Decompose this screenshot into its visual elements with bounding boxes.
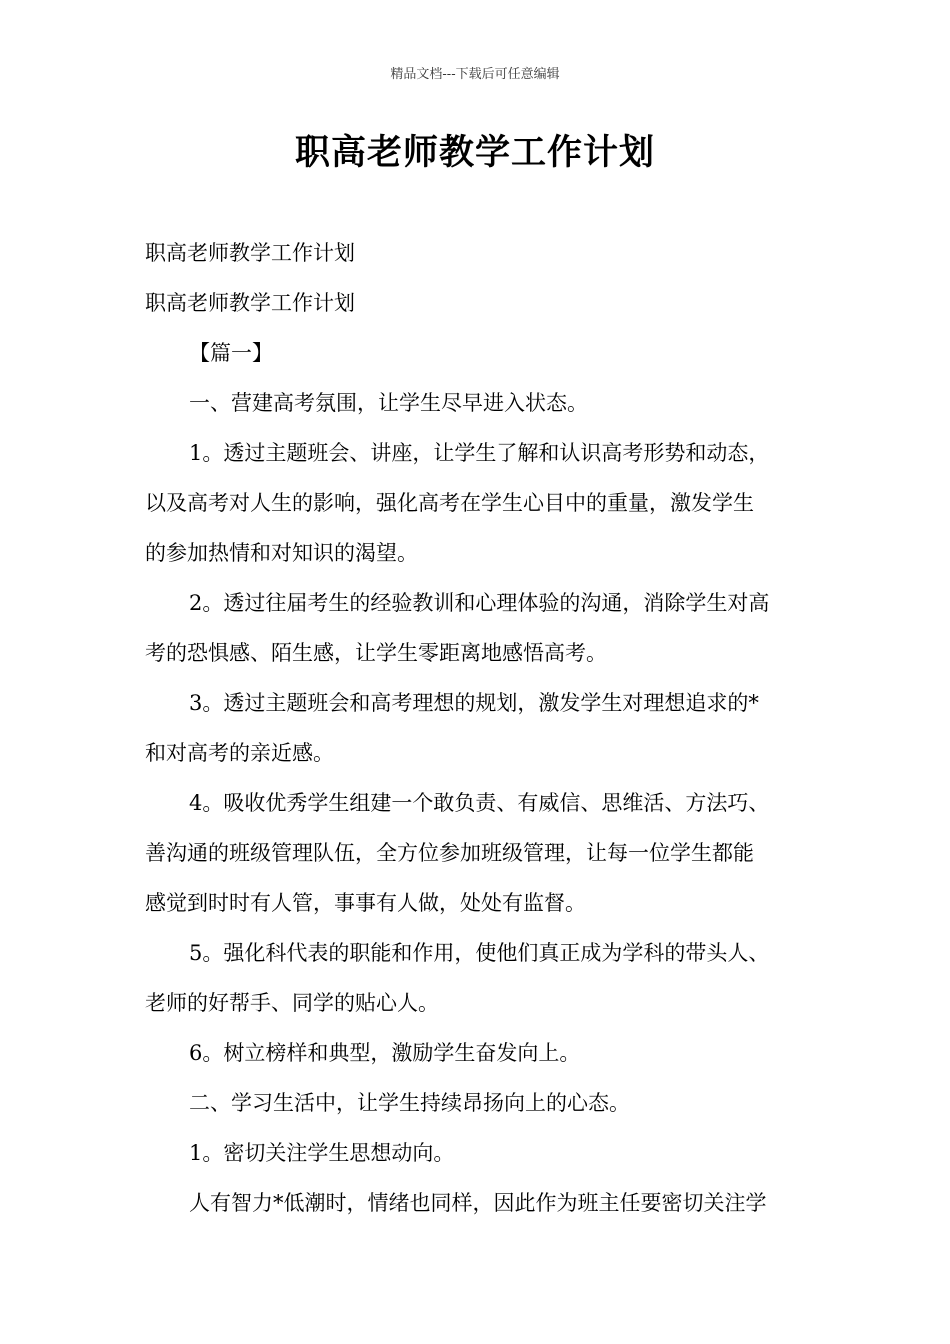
section-heading: 一、营建高考氛围，让学生尽早进入状态。 bbox=[189, 391, 588, 415]
paragraph-line: 善沟通的班级管理队伍，全方位参加班级管理，让每一位学生都能 bbox=[145, 841, 754, 865]
paragraph-line: 5。强化科代表的职能和作用，使他们真正成为学科的带头人、 bbox=[189, 941, 770, 965]
paragraph-line: 感觉到时时有人管，事事有人做，处处有监督。 bbox=[145, 891, 586, 915]
paragraph-line: 职高老师教学工作计划 bbox=[145, 241, 355, 265]
header-note: 精品文档---下载后可任意编辑 bbox=[390, 67, 560, 82]
paragraph-line: 考的恐惧感、陌生感，让学生零距离地感悟高考。 bbox=[145, 641, 607, 665]
paragraph-line: 4。吸收优秀学生组建一个敢负责、有威信、思维活、方法巧、 bbox=[189, 791, 770, 815]
paragraph-line: 3。透过主题班会和高考理想的规划，激发学生对理想追求的* bbox=[189, 691, 759, 715]
paragraph-line: 职高老师教学工作计划 bbox=[145, 291, 355, 315]
paragraph-line: 2。透过往届考生的经验教训和心理体验的沟通，消除学生对高 bbox=[189, 591, 770, 615]
paragraph-line: 6。树立榜样和典型，激励学生奋发向上。 bbox=[189, 1041, 581, 1065]
document-title: 职高老师教学工作计划 bbox=[294, 132, 655, 173]
paragraph-line: 1。密切关注学生思想动向。 bbox=[189, 1141, 455, 1165]
paragraph-line: 1。透过主题班会、讲座，让学生了解和认识高考形势和动态， bbox=[189, 441, 770, 465]
paragraph-line: 人有智力*低潮时，情绪也同样，因此作为班主任要密切关注学 bbox=[189, 1191, 767, 1215]
section-label: 【篇一】 bbox=[189, 341, 273, 365]
paragraph-line: 老师的好帮手、同学的贴心人。 bbox=[145, 991, 439, 1015]
document-body bbox=[145, 228, 810, 1228]
paragraph-line: 的参加热情和对知识的渴望。 bbox=[145, 541, 418, 565]
section-heading: 二、学习生活中，让学生持续昂扬向上的心态。 bbox=[189, 1091, 630, 1115]
paragraph-line: 以及高考对人生的影响，强化高考在学生心目中的重量，激发学生 bbox=[145, 491, 754, 515]
paragraph-line: 和对高考的亲近感。 bbox=[145, 741, 334, 765]
